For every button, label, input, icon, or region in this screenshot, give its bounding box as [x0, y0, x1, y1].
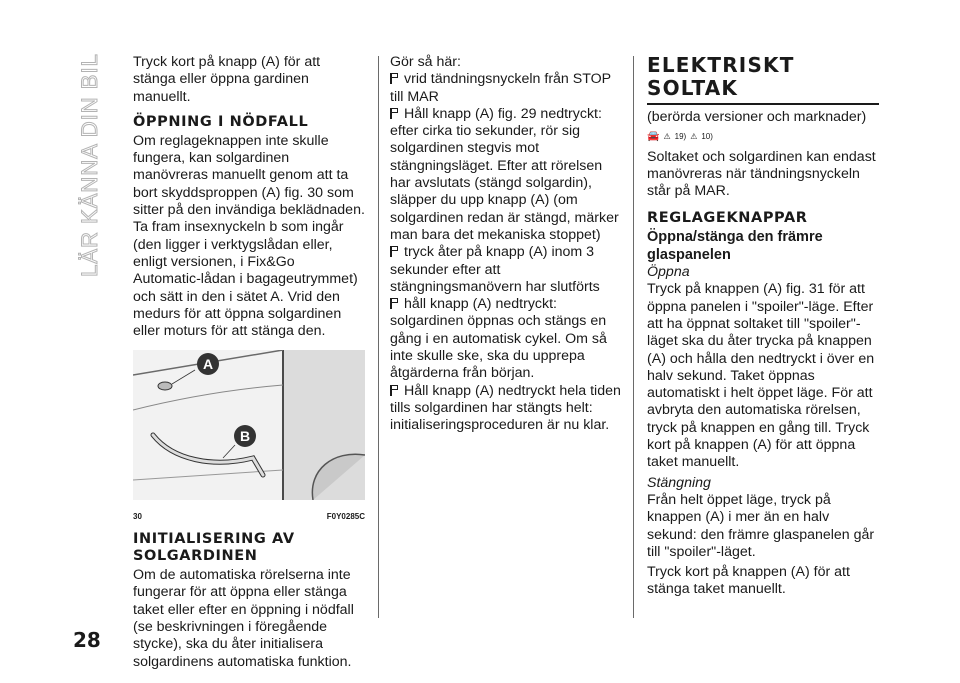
- column-divider: [633, 56, 634, 618]
- car-icon: 🚘: [647, 131, 660, 143]
- label-close: Stängning: [647, 474, 711, 491]
- list-item: håll knapp (A) nedtryckt: solgardinen öppnas och stängs en gång i en automatisk cykel. Om så inte skulle ske, ska du upprepa åtgärderna från början.: [390, 296, 607, 382]
- list-item: tryck åter på knapp (A) inom 3 sekunder efter att stängningsmanövern har slutförts: [390, 244, 600, 295]
- sub-heading-front-panel: Öppna/stänga den främre glaspanelen: [647, 229, 823, 263]
- page-number: 28: [73, 628, 101, 652]
- warning-icon: ⚠: [663, 132, 671, 142]
- column-1: [133, 54, 365, 671]
- bullet-flag-icon: [390, 298, 399, 309]
- sunblind-illustration: [133, 350, 365, 500]
- list-item: Håll knapp (A) fig. 29 nedtryckt: efter cirka tio sekunder, rör sig solgardinen stegvis mot stängningsläget. Efter att rörelsen har avslutats (stängd solgardin), släpper du upp knapp (A) (om solgardinen redan är stängd, märker man bara det mekaniska stoppet): [390, 105, 619, 243]
- column-2: [390, 54, 622, 435]
- versions-note: (berörda versioner och marknader): [647, 109, 867, 125]
- bullet-flag-icon: [390, 246, 399, 257]
- reference-icons: [647, 128, 879, 145]
- chapter-title: LÄR KÄNNA DIN BIL: [77, 53, 103, 277]
- figure-code: F0Y0285C: [326, 511, 365, 521]
- reference-10: 10): [701, 132, 713, 142]
- bullet-flag-icon: [390, 108, 399, 119]
- list-item: Håll knapp (A) nedtryckt hela tiden tills solgardinen har stängts helt: initialiseringsproceduren är nu klar.: [390, 382, 621, 434]
- list-item: vrid tändningsnyckeln från STOP till MAR: [390, 71, 611, 105]
- section-title: ELEKTRISKT SOLTAK: [647, 54, 879, 105]
- figure-label-b: B: [239, 428, 251, 445]
- bullet-flag-icon: [390, 73, 399, 84]
- column-divider: [378, 56, 379, 618]
- sunroof-intro: Soltaket och solgardinen kan endast manövreras när tändningsnyckeln står på MAR.: [647, 148, 876, 200]
- bullet-flag-icon: [390, 385, 399, 396]
- reference-19: 19): [674, 132, 687, 142]
- heading-initialization: INITIALISERING AV SOLGARDINEN: [133, 531, 295, 565]
- chapter-side-tab: [70, 40, 110, 290]
- caution-icon: ⚠: [690, 132, 698, 142]
- close-text-manual: Tryck kort på knappen (A) för att stänga taket manuellt.: [647, 564, 850, 598]
- figure-label-a: A: [202, 356, 214, 373]
- heading-emergency-opening: ÖPPNING I NÖDFALL: [133, 113, 309, 130]
- intro-text: Tryck kort på knapp (A) för att stänga eller öppna gardinen manuellt.: [133, 54, 321, 105]
- figure-30: [133, 350, 365, 525]
- figure-caption: [133, 508, 365, 525]
- emergency-text: Om reglageknappen inte skulle fungera, kan solgardinen manövreras manuellt genom att ta bort skyddsproppen (A) fig. 30 som sitter på den invändiga beklädnaden. Ta fram insexnyckeln b som ingår (den ligger i verktygslådan eller, enligt versionen, i Fix&Go Automatic-lådan i bagageutrymmet) och sätt in den i sätet A. Vrid den medurs för att öppna solgardinen eller moturs för att stänga den.: [133, 132, 365, 340]
- label-open: Öppna: [647, 264, 690, 281]
- figure-number: 30: [133, 511, 142, 521]
- steps-intro: Gör så här:: [390, 54, 461, 70]
- heading-controls: REGLAGEKNAPPAR: [647, 210, 808, 227]
- open-text: Tryck på knappen (A) fig. 31 för att öppna panelen i "spoiler"-läge. Efter att ha öppnat soltaket till "spoiler"-läget ska du åter trycka på knappen (A) och hålla den nedtryckt i över en halv sekund. Taket öppnas automatiskt i helt öppet läge. För att avbryta den automatiska rörelsen, tryck på knappen en gång till. Tryck kort på knappen (A) för att öppna taket manuellt.: [647, 281, 875, 471]
- column-3: [647, 54, 879, 599]
- close-text: Från helt öppet läge, tryck på knappen (A) i mer än en halv sekund: den främre glaspanelen går till "spoiler"-läget.: [647, 491, 875, 560]
- initialization-text: Om de automatiska rörelserna inte fungerar för att öppna eller stänga taket eller efter en öppning i nödfall (se beskrivningen i föregående stycke), ska du åter initialisera solgardinens automatiska funktion.: [133, 567, 354, 670]
